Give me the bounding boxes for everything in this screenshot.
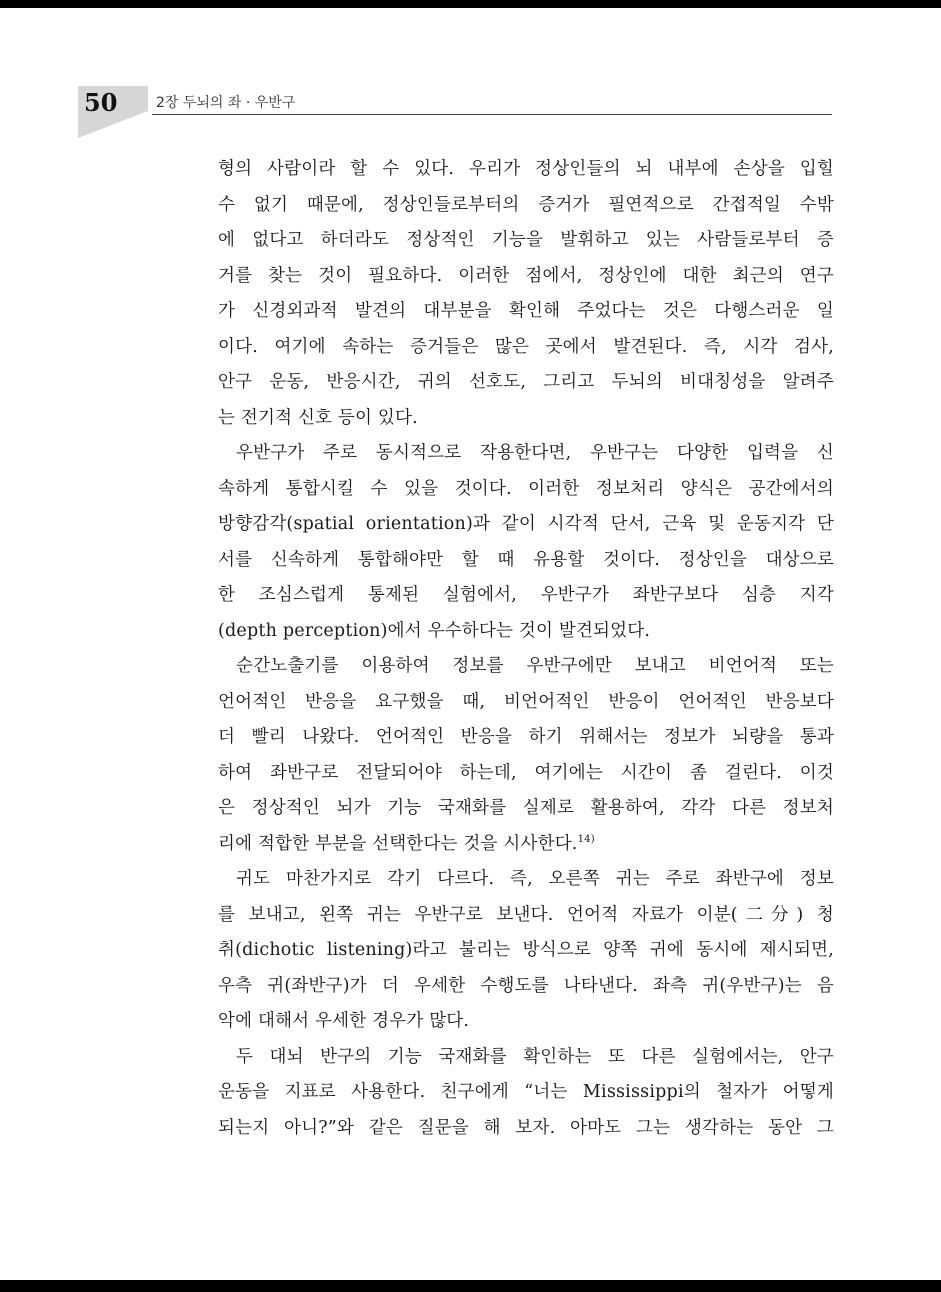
header-rule [152,114,832,115]
text-line: 우반구가 주로 동시적으로 작용한다면, 우반구는 다양한 입력을 신 [236,443,834,463]
text-line: 순간노출기를 이용하여 정보를 우반구에만 보내고 비언어적 또는 [236,656,834,676]
text-line: 언어적인 반응을 요구했을 때, 비언어적인 반응이 언어적인 반응보다 [218,691,834,712]
text-line: 하여 좌반구로 전달되어야 하는데, 여기에는 시간이 좀 걸린다. 이것 [218,762,834,783]
line-text: 리에 적합한 부분을 선택한다는 것을 시사한다. [218,833,578,854]
footnote-reference: 14) [577,833,595,845]
text-line: 안구 운동, 반응시간, 귀의 선호도, 그리고 두뇌의 비대칭성을 알려주 [218,372,834,392]
text-line: 귀도 마찬가지로 각기 다르다. 즉, 오른쪽 귀는 주로 좌반구에 정보 [236,869,834,889]
paragraph [218,436,834,649]
paragraph [218,1040,834,1147]
text-line: 를 보내고, 왼쪽 귀는 우반구로 보낸다. 언어적 자료가 이분(二分) 청 [218,904,834,925]
text-line: 방향감각(spatial orientation)과 같이 시각적 단서, 근육 및 운동지각 단 [218,514,834,534]
text-line: 형의 사람이라 할 수 있다. 우리가 정상인들의 뇌 내부에 손상을 입힐 [218,159,834,179]
text-line: (depth perception)에서 우수하다는 것이 발견되었다. [218,620,651,641]
text-line: 서를 신속하게 통합해야만 할 때 유용할 것이다. 정상인을 대상으로 [218,549,834,570]
paragraph [218,862,834,1040]
text-line: 는 전기적 신호 등이 있다. [218,407,418,428]
text-line [218,827,834,863]
bottom-border [0,1280,941,1292]
paragraph [218,649,834,862]
text-line: 에 없다고 하더라도 정상적인 기능을 발휘하고 있는 사람들로부터 증 [218,230,834,250]
text-line: 되는지 아니?”와 같은 질문을 해 보자. 아마도 그는 생각하는 동안 그 [218,1117,834,1138]
page-number: 50 [84,88,118,117]
body-text [218,152,834,1146]
text-line: 은 정상적인 뇌가 기능 국재화를 실제로 활용하여, 각각 다른 정보처 [218,798,834,818]
text-line: 가 신경외과적 발견의 대부분을 확인해 주었다는 것은 다행스러운 일 [218,301,834,321]
text-line: 이다. 여기에 속하는 증거들은 많은 곳에서 발견된다. 즉, 시각 검사, [218,336,834,357]
text-line: 운동을 지표로 사용한다. 친구에게 “너는 Mississippi의 철자가 어떻게 [218,1082,834,1102]
text-line: 우측 귀(좌반구)가 더 우세한 수행도를 나타낸다. 좌측 귀(우반구)는 음 [218,975,834,996]
top-border [0,0,941,8]
running-head: 2장 두뇌의 좌 · 우반구 [156,95,296,111]
text-line: 거를 찾는 것이 필요하다. 이러한 점에서, 정상인에 대한 최근의 연구 [218,265,834,286]
text-line: 취(dichotic listening)라고 불리는 방식으로 양쪽 귀에 동시에 제시되면, [218,940,834,960]
text-line: 한 조심스럽게 통제된 실험에서, 우반구가 좌반구보다 심층 지각 [218,585,834,605]
paragraph [218,152,834,436]
text-line: 수 없기 때문에, 정상인들로부터의 증거가 필연적으로 간접적일 수밖 [218,194,834,215]
text-line: 두 대뇌 반구의 기능 국재화를 확인하는 또 다른 실험에서는, 안구 [236,1046,834,1067]
text-line: 악에 대해서 우세한 경우가 많다. [218,1011,470,1031]
text-line: 속하게 통합시킬 수 있을 것이다. 이러한 정보처리 양식은 공간에서의 [218,478,834,499]
text-line: 더 빨리 나왔다. 언어적인 반응을 하기 위해서는 정보가 뇌량을 통과 [218,727,834,747]
